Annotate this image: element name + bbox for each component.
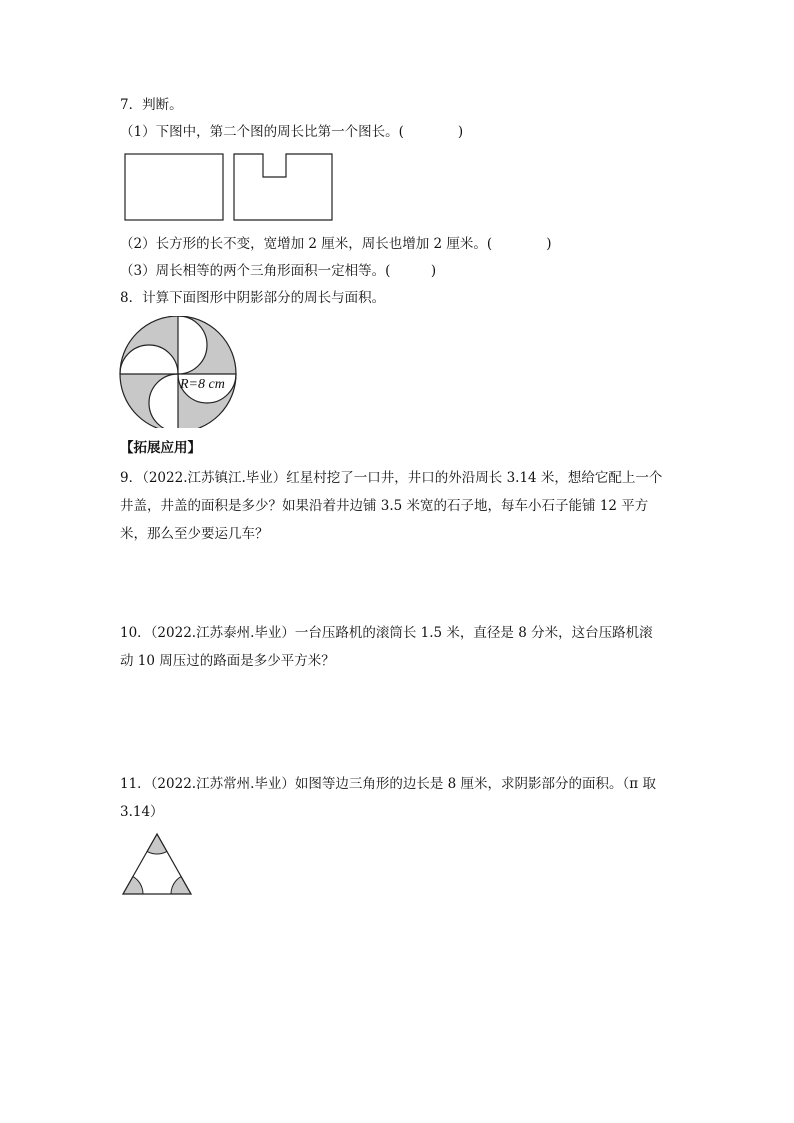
shade-sector-right bbox=[171, 877, 191, 894]
q8-title: 8．计算下面图形中阴影部分的周长与面积。 bbox=[120, 290, 386, 306]
q7-item-1: （1）下图中，第二个图的周长比第一个图长。( ) bbox=[120, 124, 464, 140]
q7-item-2: （2）长方形的长不变，宽增加 2 厘米，周长也增加 2 厘米。( ) bbox=[120, 236, 552, 252]
q9-text: 9．（2022.江苏镇江.毕业）红星村挖了一口井，井口的外沿周长 3.14 米，想给它配上一个井盖，井盖的面积是多少？如果沿着井边铺 3.5 米宽的石子地，每车小石子能铺 12 平方米，那么至少要运几车？ bbox=[120, 470, 663, 542]
notched-rectangle bbox=[234, 154, 332, 220]
q11-triangle-figure bbox=[120, 832, 194, 898]
q10-text: 10．（2022.江苏泰州.毕业）一台压路机的滚筒长 1.5 米，直径是 8 分米，这台压路机滚动 10 周压过的路面是多少平方米？ bbox=[120, 625, 653, 669]
q7-rectangles-figure bbox=[120, 148, 340, 226]
section-title: 【拓展应用】 bbox=[120, 440, 201, 456]
radius-label: R=8 cm bbox=[180, 377, 225, 392]
q7-item-3: （3）周长相等的两个三角形面积一定相等。( ) bbox=[120, 263, 437, 279]
q7-title: 7．判断。 bbox=[120, 97, 183, 113]
first-rectangle bbox=[125, 154, 223, 220]
q8-circle-figure bbox=[116, 316, 240, 428]
shade-sector-top bbox=[147, 834, 167, 854]
q11-text: 11．（2022.江苏常州.毕业）如图等边三角形的边长是 8 厘米，求阴影部分的面积。（π 取 3.14） bbox=[120, 776, 656, 820]
shade-sector-left bbox=[123, 877, 143, 894]
